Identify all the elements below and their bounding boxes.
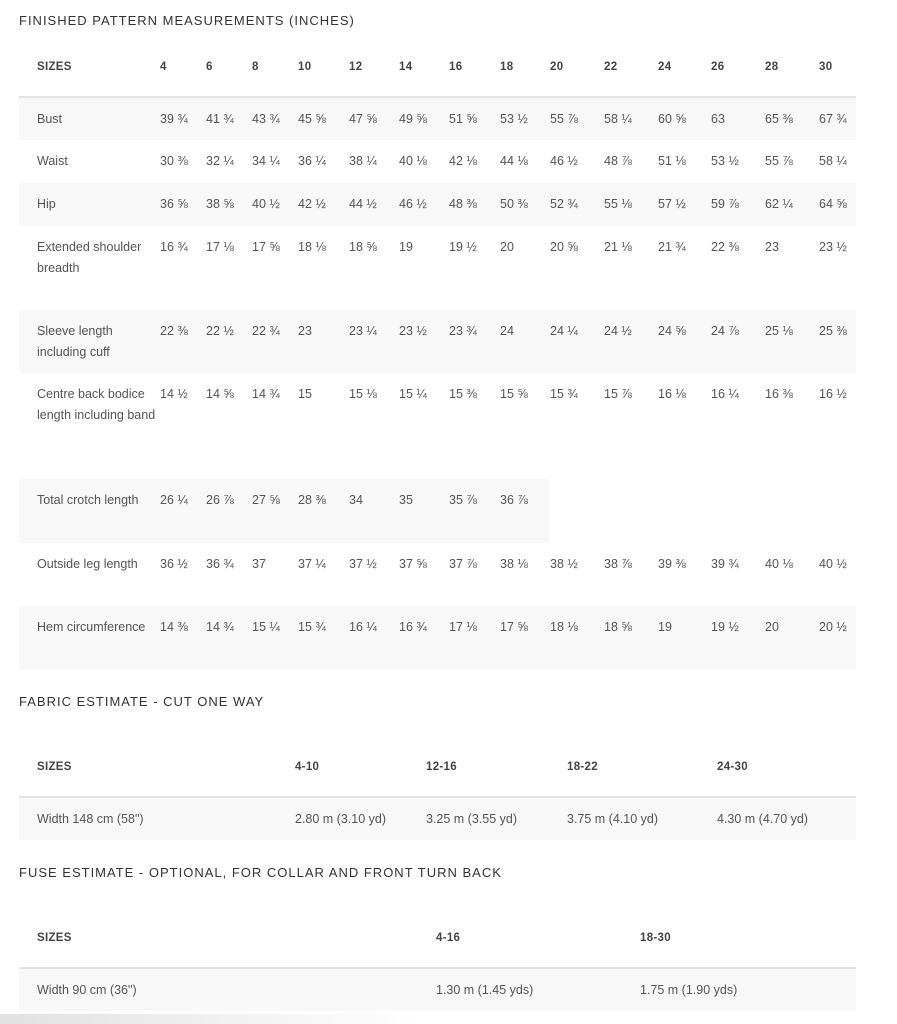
- measurement-value: 34: [349, 479, 399, 543]
- empty-cell: [819, 479, 856, 543]
- fuse-width-row: [19, 968, 856, 1011]
- empty-cell: [658, 479, 711, 543]
- fuse-value: 1.30 m (1.45 yds): [436, 968, 640, 1011]
- measurement-label: Centre back bodice length including band: [37, 387, 156, 422]
- measurement-value: 16 ½: [819, 387, 847, 401]
- fuse-width-label: Width 90 cm (36"): [19, 968, 436, 1011]
- measurement-value: 24: [500, 310, 550, 373]
- measurement-value: 57 ½: [658, 183, 711, 226]
- measurement-value: 46 ½: [399, 183, 449, 226]
- measurement-value: 22 ¾: [252, 310, 298, 373]
- measurement-value: 23 ½: [819, 240, 847, 254]
- fabric-size-group: 18-22: [567, 738, 717, 797]
- measurement-value: 20 ½: [819, 606, 856, 670]
- fabric-width-row: [19, 797, 856, 840]
- measurement-value: 40 ½: [819, 557, 847, 571]
- measurement-value: 15 ⅛: [349, 387, 377, 401]
- measurement-value: 27 ⅝: [252, 479, 298, 543]
- measurement-label: Extended shoulder breadth: [37, 240, 142, 275]
- measurement-row: [19, 479, 856, 543]
- measurement-label: Waist: [37, 154, 68, 168]
- empty-cell: [765, 479, 819, 543]
- measurement-value: 47 ⅝: [349, 97, 399, 140]
- fabric-value: 4.30 m (4.70 yd): [717, 797, 856, 840]
- size-header: 18: [500, 38, 550, 97]
- fuse-size-group: 18-30: [640, 909, 856, 968]
- measurement-row: [19, 226, 856, 310]
- size-header: 10: [298, 38, 349, 97]
- empty-cell: [711, 479, 765, 543]
- measurement-value: 15 ⅜: [449, 387, 477, 401]
- measurement-value: 55 ⅞: [550, 97, 604, 140]
- measurement-label: Total crotch length: [19, 479, 160, 543]
- measurement-value: 36 ⅝: [160, 183, 206, 226]
- measurement-value: 39 ¾: [711, 557, 739, 571]
- measurement-value: 22 ⅜: [711, 240, 739, 254]
- measurement-value: 20: [765, 606, 819, 670]
- measurement-value: 14 ¾: [252, 387, 280, 401]
- measurement-value: 23: [298, 310, 349, 373]
- measurement-value: 23 ½: [399, 310, 449, 373]
- fuse-estimate-table: [19, 909, 856, 1011]
- measurement-value: 49 ⅝: [399, 97, 449, 140]
- measurement-value: 19 ½: [711, 606, 765, 670]
- measurement-value: 60 ⅝: [658, 97, 711, 140]
- measurement-value: 16 ⅛: [658, 387, 686, 401]
- measurement-value: 41 ¾: [206, 97, 252, 140]
- fabric-size-group: 4-10: [295, 738, 426, 797]
- size-header: 30: [819, 38, 856, 97]
- measurement-value: 51 ⅝: [449, 97, 500, 140]
- measurement-value: 36 ½: [160, 557, 188, 571]
- measurement-value: 58 ¼: [604, 97, 658, 140]
- measurement-value: 62 ¼: [765, 183, 819, 226]
- measurement-value: 18 ⅛: [550, 606, 604, 670]
- measurement-value: 17 ⅝: [500, 606, 550, 670]
- fabric-value: 2.80 m (3.10 yd): [295, 797, 426, 840]
- measurement-value: 24 ½: [604, 310, 658, 373]
- measurement-value: 40 ½: [252, 183, 298, 226]
- measurement-value: 24 ⅞: [711, 310, 765, 373]
- measurement-value: 15 ¼: [252, 606, 298, 670]
- fabric-size-group: 12-16: [426, 738, 567, 797]
- measurement-value: 22 ⅜: [160, 310, 206, 373]
- fabric-estimate-title: FABRIC ESTIMATE - CUT ONE WAY: [19, 694, 265, 709]
- measurement-value: 55 ⅞: [765, 154, 793, 168]
- measurement-value: 14 ½: [160, 387, 188, 401]
- measurement-row: [19, 543, 856, 606]
- measurement-value: 42 ½: [298, 183, 349, 226]
- measurement-value: 23: [765, 240, 779, 254]
- measurement-value: 32 ¼: [206, 154, 234, 168]
- measurement-value: 37: [252, 557, 266, 571]
- measurement-value: 39 ¾: [160, 97, 206, 140]
- measurement-value: 16 ⅜: [765, 387, 793, 401]
- size-header: 4: [160, 38, 206, 97]
- measurement-value: 17 ⅛: [206, 240, 234, 254]
- measurement-value: 18 ⅛: [298, 240, 326, 254]
- measurement-value: 14 ⅝: [206, 387, 234, 401]
- measurement-value: 25 ⅜: [819, 310, 856, 373]
- bottom-shadow: [0, 1014, 420, 1024]
- sizes-header-row: [19, 38, 856, 97]
- measurement-value: 30 ⅜: [160, 154, 188, 168]
- measurement-value: 37 ½: [349, 557, 377, 571]
- measurement-value: 38 ⅛: [500, 557, 528, 571]
- measurement-value: 35: [399, 479, 449, 543]
- measurement-value: 17 ⅝: [252, 240, 280, 254]
- measurement-value: 51 ⅛: [658, 154, 686, 168]
- measurement-value: 16 ¼: [711, 387, 739, 401]
- measurement-label: Outside leg length: [37, 557, 138, 571]
- measurement-value: 40 ⅛: [765, 557, 793, 571]
- fabric-value: 3.75 m (4.10 yd): [567, 797, 717, 840]
- measurement-value: 15 ¾: [298, 606, 349, 670]
- measurement-value: 16 ¾: [160, 240, 188, 254]
- measurement-value: 37 ¼: [298, 557, 326, 571]
- measurement-value: 15: [298, 387, 312, 401]
- measurement-row: [19, 373, 856, 479]
- measurement-value: 48 ⅞: [604, 154, 632, 168]
- fabric-header-row: [19, 738, 856, 797]
- measurement-value: 14 ¾: [206, 606, 252, 670]
- size-header: 16: [449, 38, 500, 97]
- measurement-value: 17 ⅛: [449, 606, 500, 670]
- empty-cell: [604, 479, 658, 543]
- size-header: 12: [349, 38, 399, 97]
- measurement-value: 23 ¼: [349, 310, 399, 373]
- measurement-value: 19: [399, 240, 413, 254]
- measurement-value: 19 ½: [449, 240, 477, 254]
- fabric-estimate-table: [19, 738, 856, 840]
- measurement-value: 26 ⅞: [206, 479, 252, 543]
- measurement-value: 43 ¾: [252, 97, 298, 140]
- fuse-header-row: [19, 909, 856, 968]
- size-header: 22: [604, 38, 658, 97]
- measurement-value: 38 ½: [550, 557, 578, 571]
- measurement-value: 63: [711, 97, 765, 140]
- measurement-value: 37 ⅝: [399, 557, 427, 571]
- measurement-value: 16 ¾: [399, 606, 449, 670]
- measurement-value: 67 ¾: [819, 97, 856, 140]
- measurement-value: 28 ⅜: [298, 479, 349, 543]
- fuse-estimate-title: FUSE ESTIMATE - OPTIONAL, FOR COLLAR AND FRONT TURN BACK: [19, 865, 502, 880]
- measurement-value: 18 ⅝: [349, 240, 377, 254]
- fuse-value: 1.75 m (1.90 yds): [640, 968, 856, 1011]
- measurement-value: 20: [500, 240, 514, 254]
- measurement-value: 20 ⅝: [550, 240, 578, 254]
- measurement-value: 38 ¼: [349, 154, 377, 168]
- measurement-value: 14 ⅜: [160, 606, 206, 670]
- fabric-width-label: Width 148 cm (58"): [19, 797, 295, 840]
- measurement-value: 53 ½: [711, 154, 739, 168]
- pattern-measurements-title: FINISHED PATTERN MEASUREMENTS (INCHES): [19, 13, 355, 28]
- measurement-value: 52 ¾: [550, 183, 604, 226]
- size-header: 28: [765, 38, 819, 97]
- sizes-header: SIZES: [19, 38, 160, 97]
- fuse-size-group: 4-16: [436, 909, 640, 968]
- fabric-sizes-header: SIZES: [19, 738, 295, 797]
- empty-cell: [550, 479, 604, 543]
- measurement-value: 21 ⅛: [604, 240, 632, 254]
- size-header: 26: [711, 38, 765, 97]
- measurement-value: 48 ⅜: [449, 183, 500, 226]
- measurement-value: 22 ½: [206, 310, 252, 373]
- measurement-row: [19, 97, 856, 140]
- pattern-measurements-table: [19, 38, 856, 670]
- measurement-value: 65 ⅜: [765, 97, 819, 140]
- measurement-value: 53 ½: [500, 97, 550, 140]
- measurement-value: 40 ⅛: [399, 154, 427, 168]
- measurement-value: 46 ½: [550, 154, 578, 168]
- size-header: 24: [658, 38, 711, 97]
- fabric-value: 3.25 m (3.55 yd): [426, 797, 567, 840]
- measurement-value: 19: [658, 606, 711, 670]
- measurement-value: 15 ¾: [550, 387, 578, 401]
- measurement-value: 18 ⅝: [604, 606, 658, 670]
- measurement-label: Bust: [19, 97, 160, 140]
- measurement-value: 24 ⅝: [658, 310, 711, 373]
- measurement-label: Sleeve length including cuff: [19, 310, 160, 373]
- measurement-value: 38 ⅞: [604, 557, 632, 571]
- measurement-row: [19, 140, 856, 183]
- measurement-row: [19, 183, 856, 226]
- measurement-value: 16 ¼: [349, 606, 399, 670]
- measurement-label: Hip: [19, 183, 160, 226]
- measurement-value: 23 ¾: [449, 310, 500, 373]
- measurement-value: 64 ⅝: [819, 183, 856, 226]
- measurement-value: 15 ⅞: [604, 387, 632, 401]
- measurement-value: 44 ½: [349, 183, 399, 226]
- measurement-value: 39 ⅜: [658, 557, 686, 571]
- measurement-value: 34 ¼: [252, 154, 280, 168]
- measurement-label: Hem circumference: [19, 606, 160, 670]
- measurement-value: 42 ⅛: [449, 154, 477, 168]
- measurement-row: [19, 606, 856, 670]
- measurement-value: 50 ⅜: [500, 183, 550, 226]
- measurement-value: 25 ⅛: [765, 310, 819, 373]
- measurement-value: 44 ⅛: [500, 154, 528, 168]
- measurement-value: 36 ¾: [206, 557, 234, 571]
- size-header: 14: [399, 38, 449, 97]
- measurement-value: 45 ⅝: [298, 97, 349, 140]
- measurement-value: 36 ¼: [298, 154, 326, 168]
- measurement-value: 35 ⅞: [449, 479, 500, 543]
- measurement-value: 58 ¼: [819, 154, 847, 168]
- fuse-sizes-header: SIZES: [19, 909, 436, 968]
- measurement-row: [19, 310, 856, 373]
- measurement-value: 24 ¼: [550, 310, 604, 373]
- size-header: 6: [206, 38, 252, 97]
- fabric-size-group: 24-30: [717, 738, 856, 797]
- size-header: 20: [550, 38, 604, 97]
- measurement-value: 55 ⅛: [604, 183, 658, 226]
- measurement-value: 21 ¾: [658, 240, 686, 254]
- measurement-value: 15 ⅝: [500, 387, 528, 401]
- size-header: 8: [252, 38, 298, 97]
- measurement-value: 38 ⅝: [206, 183, 252, 226]
- measurement-value: 15 ¼: [399, 387, 427, 401]
- measurement-value: 26 ¼: [160, 479, 206, 543]
- measurement-value: 37 ⅞: [449, 557, 477, 571]
- measurement-value: 59 ⅞: [711, 183, 765, 226]
- measurement-value: 36 ⅞: [500, 479, 550, 543]
